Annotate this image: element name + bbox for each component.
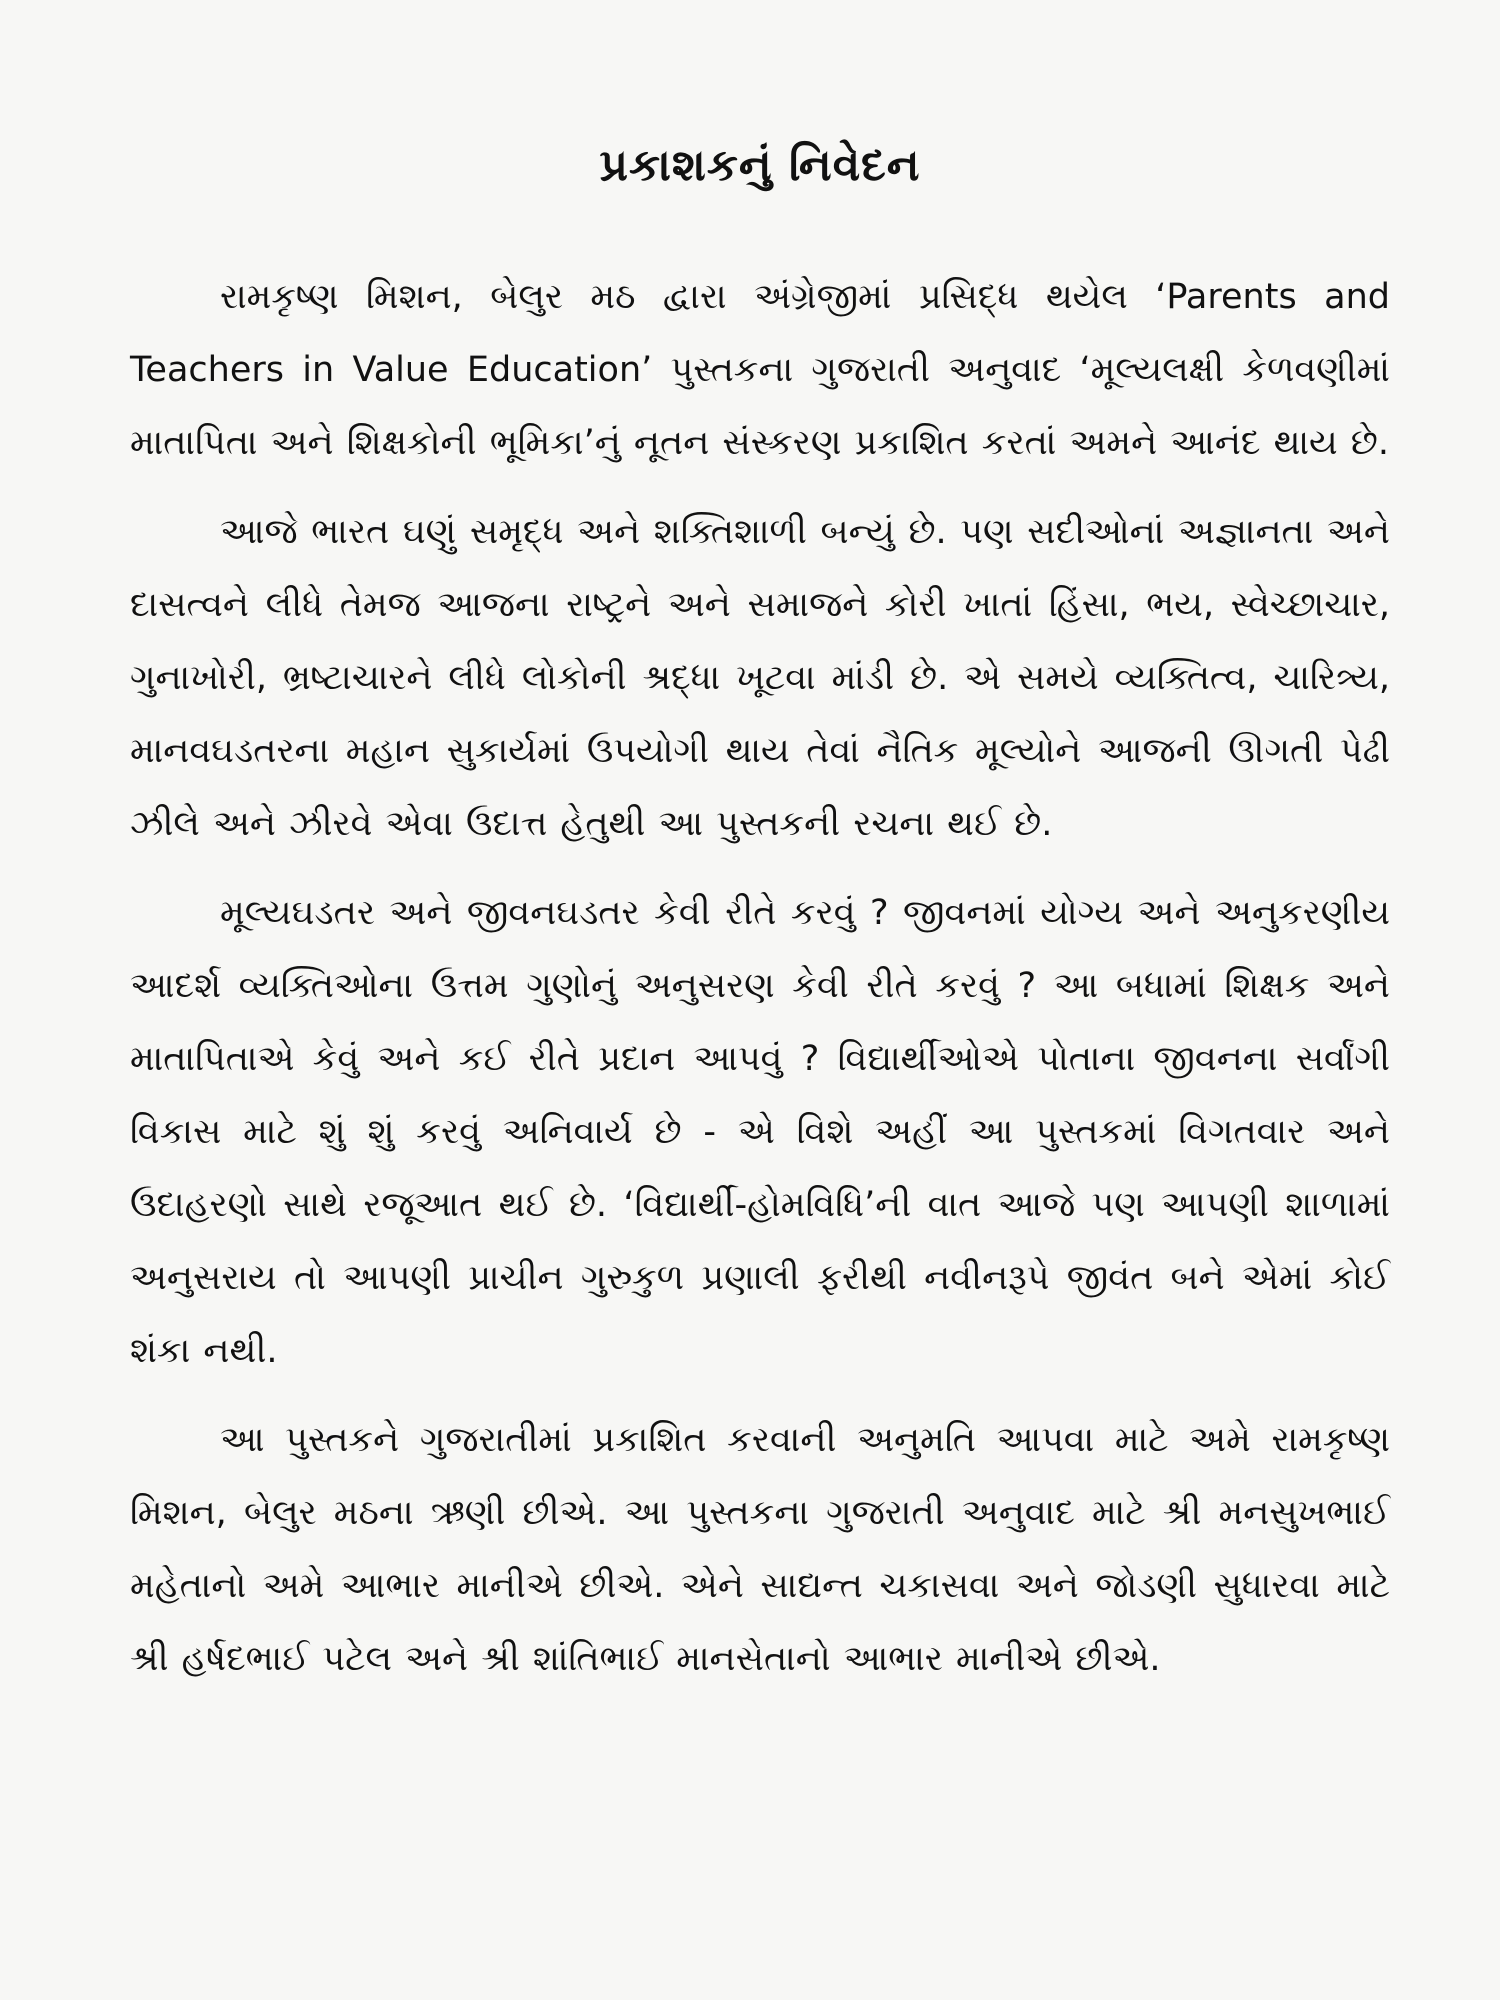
page-title: પ્રકાશકનું નિવેદન <box>599 140 921 191</box>
paragraph-1: રામકૃષ્ણ મિશન, બેલુર મઠ દ્વારા અંગ્રેજીમાં પ્રસિદ્ધ થયેલ ‘Parents and Teachers in Value Education’ પુસ્તકના ગુજરાતી અનુવાદ ‘મૂલ્યલક્ષી કેળવણીમાં માતાપિતા અને શિક્ષકોની ભૂમિકા’નું નૂતન સંસ્કરણ પ્રકાશિત કરતાં અમને આનંદ થાય છે. <box>130 277 1390 463</box>
paragraph-2: આજે ભારત ઘણું સમૃદ્ધ અને શક્તિશાળી બન્યું છે. પણ સદીઓનાં અજ્ઞાનતા અને દાસત્વને લીધે તેમજ આજના રાષ્ટ્રને અને સમાજને કોરી ખાતાં હિંસા, ભય, સ્વેચ્છાચાર, ગુનાખોરી, ભ્રષ્ટાચારને લીધે લોકોની શ્રદ્ધા ખૂટવા માંડી છે. એ સમયે વ્યક્તિત્વ, ચારિત્ર્ય, માનવઘડતરના મહાન સુકાર્યમાં ઉપયોગી થાય તેવાં નૈતિક મૂલ્યોને આજની ઊગતી પેઢી ઝીલે અને ઝીરવે એવા ઉદાત્ત હેતુથી આ પુસ્તકની રચના થઈ છે. <box>130 512 1390 844</box>
paragraph-3: મૂલ્યઘડતર અને જીવનઘડતર કેવી રીતે કરવું ? જીવનમાં યોગ્ય અને અનુકરણીય આદર્શ વ્યક્તિઓના ઉત્તમ ગુણોનું અનુસરણ કેવી રીતે કરવું ? આ બધામાં શિક્ષક અને માતાપિતાએ કેવું અને કઈ રીતે પ્રદાન આપવું ? વિદ્યાર્થીઓએ પોતાના જીવનના સર્વાંગી વિકાસ માટે શું શું કરવું અનિવાર્ય છે - એ વિશે અહીં આ પુસ્તકમાં વિગતવાર અને ઉદાહરણો સાથે રજૂઆત થઈ છે. ‘વિદ્યાર્થી-હોમવિધિ’ની વાત આજે પણ આપણી શાળામાં અનુસરાય તો આપણી પ્રાચીન ગુરુકુળ પ્રણાલી ફરીથી નવીનરૂપે જીવંત બને એમાં કોઈ શંકા નથી. <box>130 893 1390 1371</box>
paragraph-4: આ પુસ્તકને ગુજરાતીમાં પ્રકાશિત કરવાની અનુમતિ આપવા માટે અમે રામકૃષ્ણ મિશન, બેલુર મઠના ઋણી છીએ. આ પુસ્તકના ગુજરાતી અનુવાદ માટે શ્રી મનસુખભાઈ મહેતાનો અમે આભાર માનીએ છીએ. એને સાદ્યન્ત ચકાસવા અને જોડણી સુધારવા માટે શ્રી હર્ષદભાઈ પટેલ અને શ્રી શાંતિભાઈ માનસેતાનો આભાર માનીએ છીએ. <box>130 1420 1390 1679</box>
